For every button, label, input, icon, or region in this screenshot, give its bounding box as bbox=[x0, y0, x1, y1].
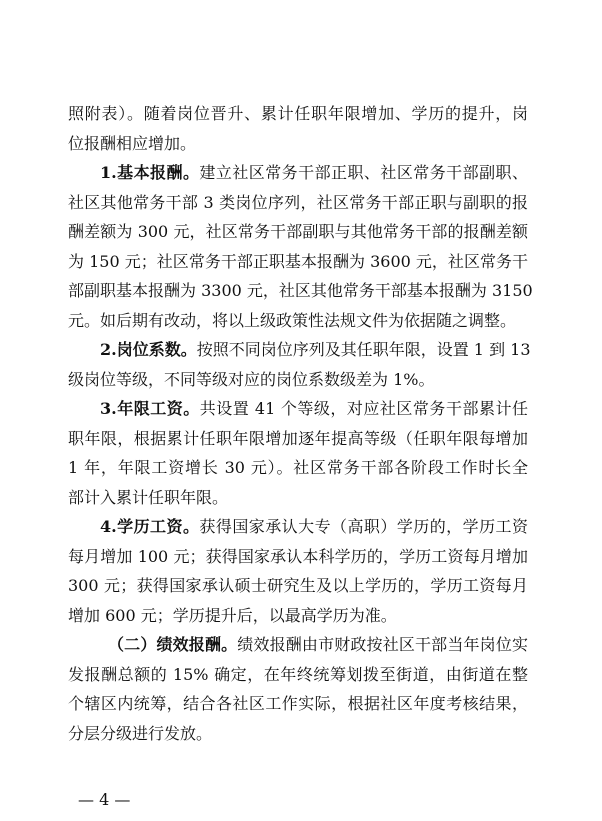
section-heading: 1.基本报酬。 bbox=[100, 163, 200, 182]
body-text: 共设置 41 个等级，对应社区常务干部累计任 bbox=[199, 399, 528, 418]
body-text-line: 1 年，年限工资增长 30 元）。社区常务干部各阶段工作时长全 bbox=[68, 458, 528, 477]
body-text-line: 部计入累计任职年限。 bbox=[68, 488, 229, 507]
section-heading: 3.年限工资。 bbox=[100, 399, 200, 418]
body-text-line: 部副职基本报酬为 3300 元，社区其他常务干部基本报酬为 3150 bbox=[68, 281, 533, 300]
body-text-line: 个辖区内统筹，结合各社区工作实际，根据社区年度考核结果， bbox=[68, 694, 528, 713]
body-text-line: 社区其他常务干部 3 类岗位序列，社区常务干部正职与副职的报 bbox=[68, 193, 528, 212]
body-text-line: 发报酬总额的 15% 确定，在年终统筹划拨至街道，由街道在整 bbox=[68, 665, 528, 684]
section-heading: （二）绩效报酬。 bbox=[108, 635, 238, 654]
body-text-line: 分层分级进行发放。 bbox=[68, 724, 213, 743]
paragraph-seniority-wage bbox=[100, 399, 528, 419]
body-text: 绩效报酬由市财政按社区干部当年岗位实 bbox=[237, 635, 528, 654]
body-text: 建立社区常务干部正职、社区常务干部副职、 bbox=[199, 163, 528, 182]
paragraph-performance-pay bbox=[108, 635, 528, 655]
page-number: — 4 — bbox=[78, 790, 131, 809]
body-text-line: 增加 600 元；学历提升后，以最高学历为准。 bbox=[68, 606, 397, 625]
body-text-line: 元。如后期有改动，将以上级政策性法规文件为依据随之调整。 bbox=[68, 311, 517, 330]
body-text-line: 照附表）。随着岗位晋升、累计任职年限增加、学历的提升，岗 bbox=[68, 104, 528, 123]
body-text-line: 级岗位等级，不同等级对应的岗位系数级差为 1%。 bbox=[68, 370, 435, 389]
section-heading: 2.岗位系数。 bbox=[100, 340, 197, 359]
body-text-line: 职年限，根据累计任职年限增加逐年提高等级（任职年限每增加 bbox=[68, 429, 528, 448]
body-text-line: 位报酬相应增加。 bbox=[68, 134, 197, 153]
body-text-line: 300 元；获得国家承认硕士研究生及以上学历的，学历工资每月 bbox=[68, 576, 528, 595]
body-text-line: 每月增加 100 元；获得国家承认本科学历的，学历工资每月增加 bbox=[68, 547, 528, 566]
section-heading: 4.学历工资。 bbox=[100, 517, 200, 536]
body-text: 获得国家承认大专（高职）学历的，学历工资 bbox=[199, 517, 528, 536]
paragraph-education-wage bbox=[100, 517, 528, 537]
body-text-line: 酬差额为 300 元，社区常务干部副职与其他常务干部的报酬差额 bbox=[68, 222, 528, 241]
body-text: 按照不同岗位序列及其任职年限，设置 1 到 13 bbox=[196, 340, 531, 359]
paragraph-position-coefficient bbox=[100, 340, 531, 360]
body-text-line: 为 150 元；社区常务干部正职基本报酬为 3600 元，社区常务干 bbox=[68, 252, 528, 271]
paragraph-basic-pay bbox=[100, 163, 528, 183]
